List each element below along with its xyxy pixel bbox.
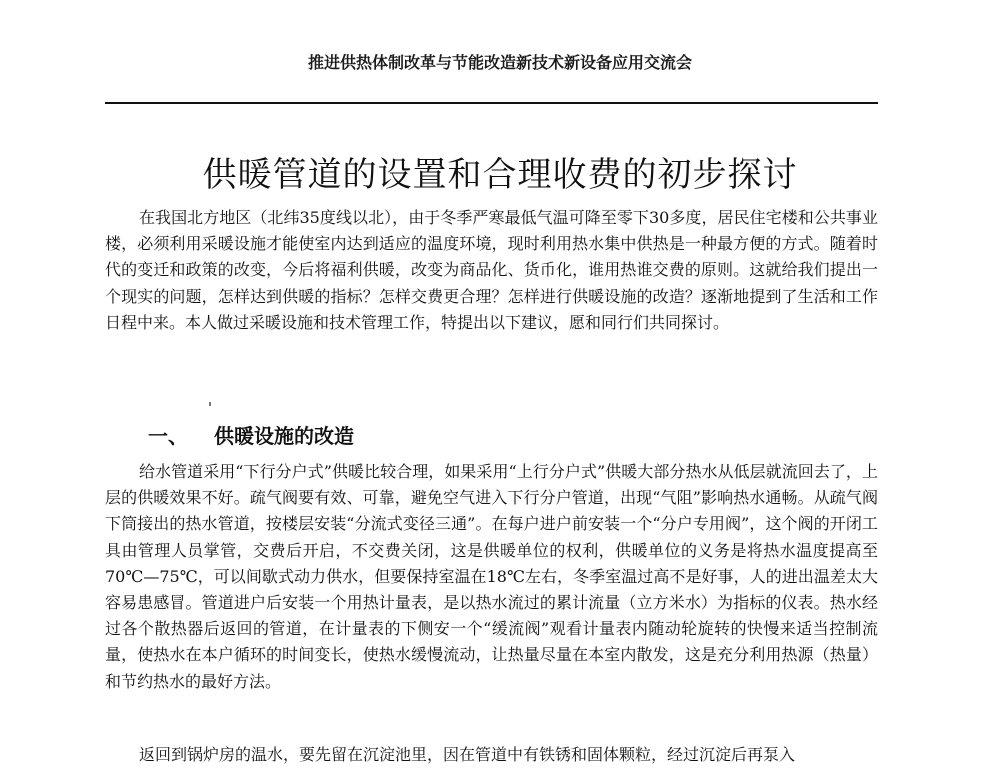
section-title: 供暖设施的改造	[214, 424, 354, 448]
header-rule	[105, 102, 878, 104]
running-header: 推进供热体制改革与节能改造新技术新设备应用交流会	[307, 53, 692, 72]
section-paragraph: 给水管道采用“下行分户式”供暖比较合理，如果采用“上行分户式”供暖大部分热水从低层就流回去了，上层的供暖效果不好。疏气阀要有效、可靠，避免空气进入下行分户管道，出现“气阻”影响热水通畅。从疏气阀下筒接出的热水管道，按楼层安装“分流式变径三通”。在每户进户前安装一个“分户专用阀”，这个阀的开闭工具由管理人员掌管，交费后开启，不交费关闭，这是供暖单位的权利，供暖单位的义务是将热水温度提高至70℃—75℃，可以间歇式动力供水，但要保持室温在18℃左右，冬季室温过高不是好事，人的进出温差太大容易患感冒。管道进户后安装一个用热计量表，是以热水流过的累计流量（立方米水）为指标的仪表。热水经过各个散热器后返回的管道，在计量表的下侧安一个“缓流阀”观看计量表内随动轮旋转的快慢来适当控制流量，使热水在本户循环的时间变长，使热水缓慢流动，让热量尽量在本室内散发，这是充分利用热源（热量）和节约热水的最好方法。	[105, 462, 878, 691]
section-number: 一、	[148, 424, 188, 448]
intro-paragraph: 在我国北方地区（北纬35度线以北），由于冬季严寒最低气温可降至零下30多度，居民住宅楼和公共事业楼，必须利用采暖设施才能使室内达到适应的温度环境，现时利用热水集中供热是一种最方便的方式。随着时代的变迁和政策的改变，今后将福利供暖，改变为商品化、货币化，谁用热谁交费的原则。这就给我们提出一个现实的问题，怎样达到供暖的指标？怎样交费更合理？怎样进行供暖设施的改造？逐渐地提到了生活和工作日程中来。本人做过采暖设施和技术管理工作，特提出以下建议，愿和同行们共同探讨。	[105, 208, 878, 332]
continued-paragraph: 返回到锅炉房的温水，要先留在沉淀池里，因在管道中有铁锈和固体颗粒，经过沉淀后再泵入	[139, 745, 796, 764]
scan-speck	[209, 402, 211, 406]
section-heading	[148, 420, 354, 449]
article-title: 供暖管道的设置和合理收费的初步探讨	[202, 154, 798, 195]
